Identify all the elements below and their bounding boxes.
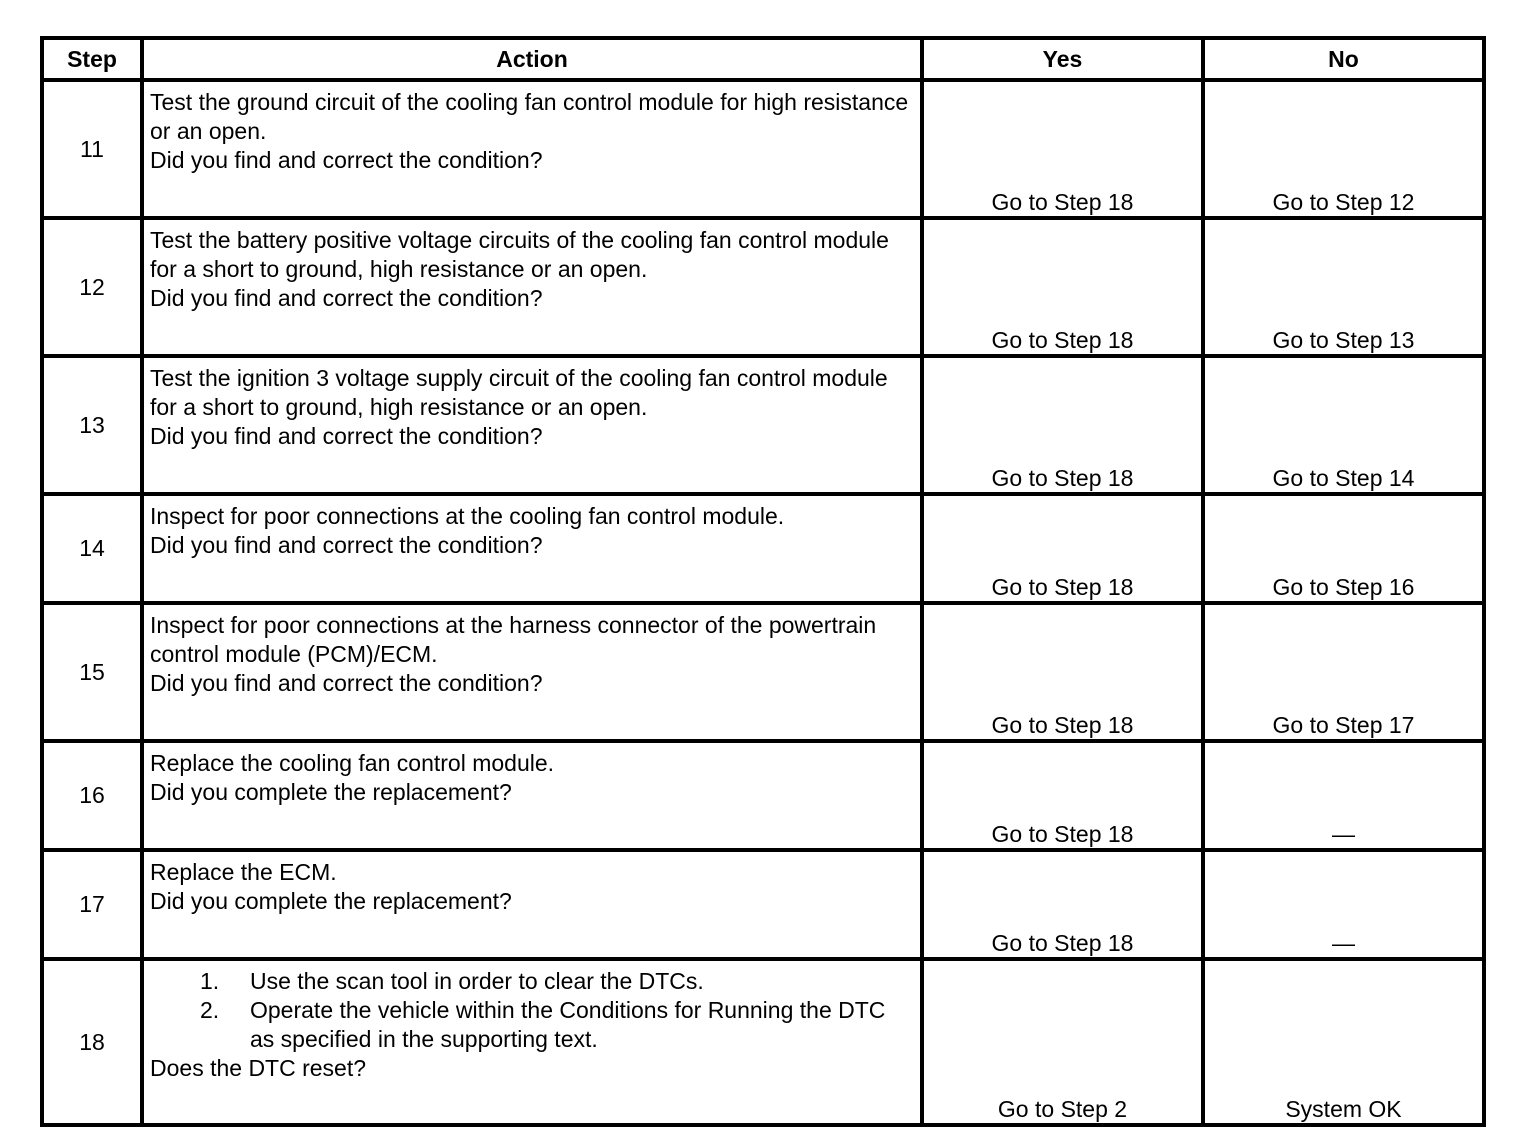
action-cell	[142, 494, 922, 603]
action-question: Did you find and correct the condition?	[150, 147, 543, 173]
table-row	[42, 218, 1484, 356]
table-row	[42, 741, 1484, 850]
yes-result: Go to Step 18	[922, 356, 1203, 494]
step-number: 11	[42, 80, 142, 218]
list-item-text: Use the scan tool in order to clear the DTCs.	[250, 968, 704, 994]
yes-result: Go to Step 18	[922, 603, 1203, 741]
action-question: Did you complete the replacement?	[150, 779, 512, 805]
step-number: 14	[42, 494, 142, 603]
action-procedure-list	[150, 967, 914, 1054]
table-row	[42, 603, 1484, 741]
action-cell	[142, 741, 922, 850]
no-result: Go to Step 12	[1203, 80, 1484, 218]
table-row	[42, 80, 1484, 218]
no-result: Go to Step 14	[1203, 356, 1484, 494]
yes-result: Go to Step 18	[922, 218, 1203, 356]
action-instruction: Replace the ECM.	[150, 859, 337, 885]
no-result: —	[1203, 741, 1484, 850]
yes-result: Go to Step 18	[922, 494, 1203, 603]
action-question: Does the DTC reset?	[150, 1055, 367, 1081]
yes-result: Go to Step 18	[922, 80, 1203, 218]
yes-result: Go to Step 18	[922, 850, 1203, 959]
list-item-number: 1.	[200, 968, 220, 994]
yes-result: Go to Step 18	[922, 741, 1203, 850]
table-row	[42, 959, 1484, 1125]
action-cell	[142, 850, 922, 959]
header-yes: Yes	[922, 38, 1203, 80]
action-question: Did you find and correct the condition?	[150, 285, 543, 311]
yes-result: Go to Step 2	[922, 959, 1203, 1125]
action-cell	[142, 603, 922, 741]
table-row	[42, 850, 1484, 959]
step-number: 15	[42, 603, 142, 741]
diagnostic-table	[40, 36, 1486, 1127]
list-item	[200, 996, 914, 1054]
list-item	[200, 967, 914, 996]
no-result: System OK	[1203, 959, 1484, 1125]
no-result: Go to Step 13	[1203, 218, 1484, 356]
list-item-text: Operate the vehicle within the Conditions for Running the DTC as specified in the supporting text.	[250, 997, 886, 1052]
action-cell	[142, 959, 922, 1125]
step-number: 12	[42, 218, 142, 356]
action-instruction: Inspect for poor connections at the harness connector of the powertrain control module (PCM)/ECM.	[150, 612, 877, 667]
action-cell	[142, 356, 922, 494]
action-instruction: Test the battery positive voltage circuits of the cooling fan control module for a short to ground, high resistance or an open.	[150, 227, 889, 282]
action-instruction: Test the ground circuit of the cooling fan control module for high resistance or an open.	[150, 89, 909, 144]
action-question: Did you find and correct the condition?	[150, 670, 543, 696]
action-question: Did you find and correct the condition?	[150, 532, 543, 558]
step-number: 18	[42, 959, 142, 1125]
header-step: Step	[42, 38, 142, 80]
header-no: No	[1203, 38, 1484, 80]
action-instruction: Test the ignition 3 voltage supply circuit of the cooling fan control module for a short to ground, high resistance or an open.	[150, 365, 888, 420]
table-row	[42, 494, 1484, 603]
action-cell	[142, 80, 922, 218]
action-cell	[142, 218, 922, 356]
step-number: 13	[42, 356, 142, 494]
action-instruction: Inspect for poor connections at the cooling fan control module.	[150, 503, 785, 529]
step-number: 17	[42, 850, 142, 959]
no-result: —	[1203, 850, 1484, 959]
step-number: 16	[42, 741, 142, 850]
action-question: Did you find and correct the condition?	[150, 423, 543, 449]
action-instruction: Replace the cooling fan control module.	[150, 750, 555, 776]
action-question: Did you complete the replacement?	[150, 888, 512, 914]
no-result: Go to Step 16	[1203, 494, 1484, 603]
table-row	[42, 356, 1484, 494]
list-item-number: 2.	[200, 997, 220, 1023]
header-row	[42, 38, 1484, 80]
no-result: Go to Step 17	[1203, 603, 1484, 741]
header-action: Action	[142, 38, 922, 80]
